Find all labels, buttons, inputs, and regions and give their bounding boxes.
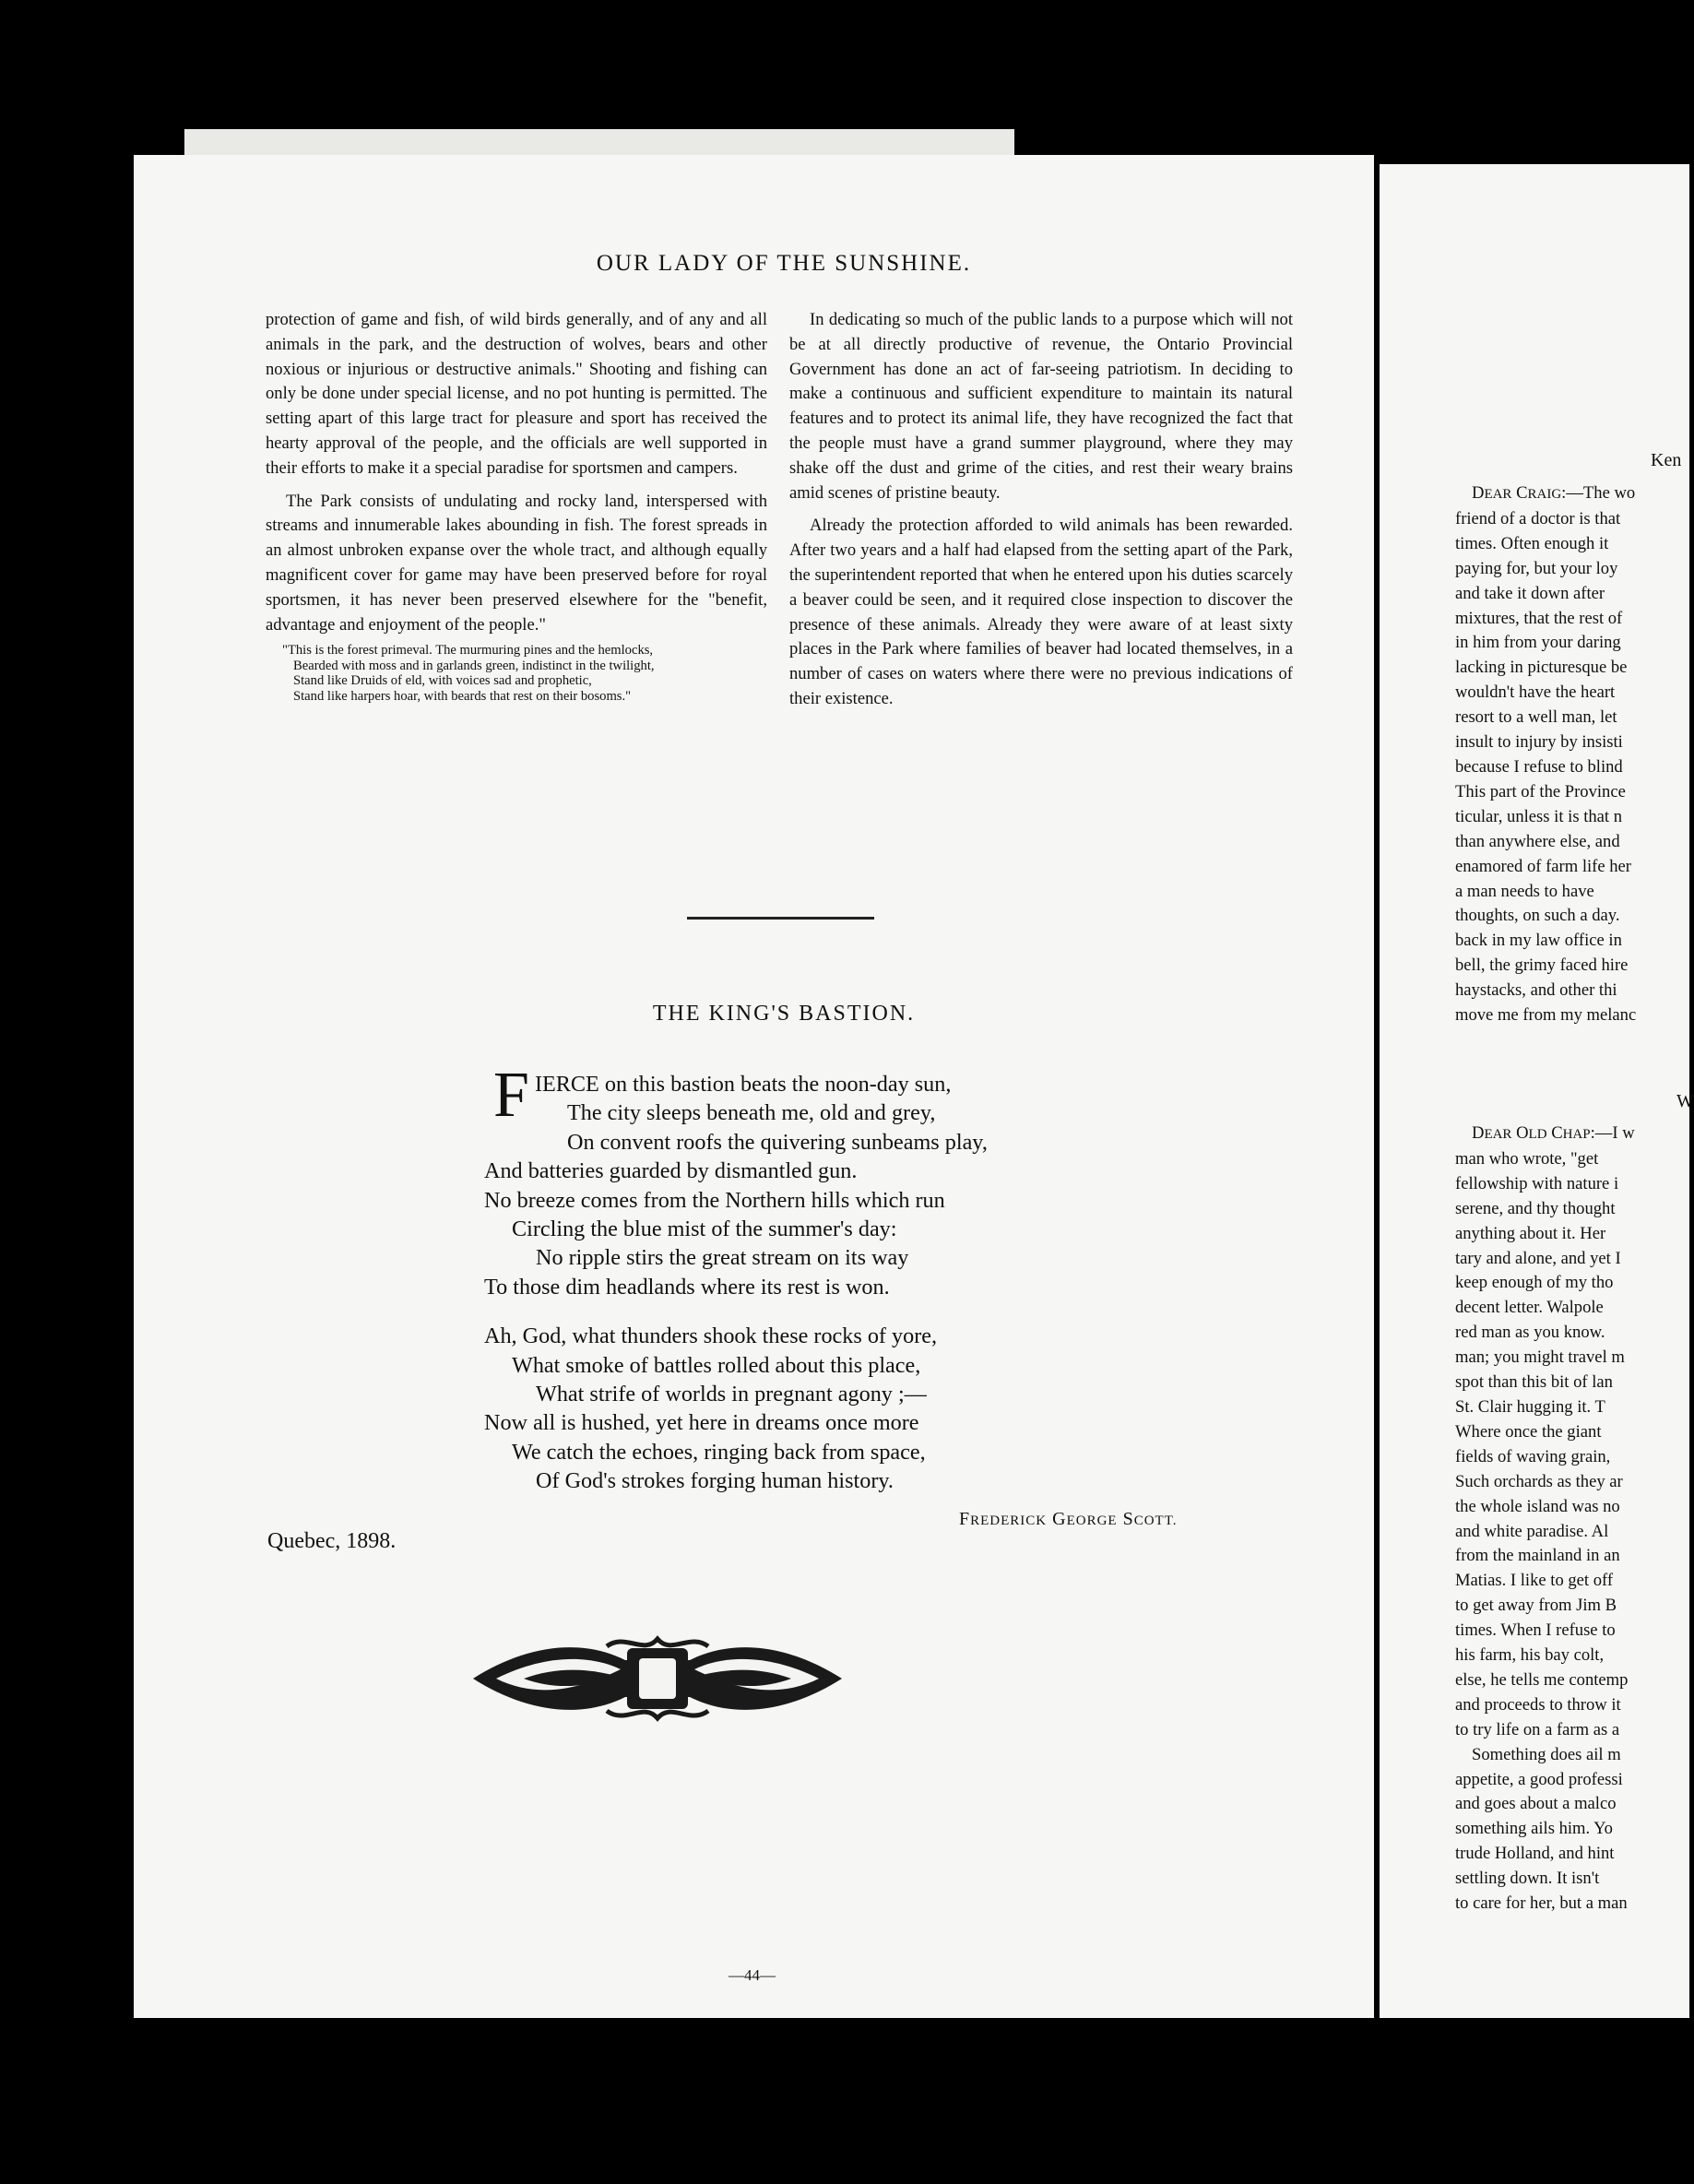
text-line: the whole island was no (1455, 1496, 1620, 1516)
text-line: tary and alone, and yet I (1455, 1248, 1621, 1268)
poem-line: No breeze comes from the Northern hills which run (484, 1187, 945, 1213)
text-line: move me from my melanc (1455, 1005, 1637, 1026)
text-line: fellowship with nature i (1455, 1173, 1619, 1193)
text-line: times. When I refuse to (1455, 1620, 1616, 1641)
text-line: else, he tells me contemp (1455, 1669, 1629, 1690)
text-line: Such orchards as they ar (1455, 1471, 1623, 1491)
text-line: thoughts, on such a day. (1455, 906, 1620, 926)
text-line: appetite, a good professi (1455, 1769, 1623, 1789)
poem-line: On convent roofs the quivering sunbeams play, (567, 1129, 988, 1155)
text-line: ticular, unless it is that n (1455, 806, 1623, 826)
section-heading: W (1676, 1091, 1694, 1111)
poem-line: What smoke of battles rolled about this place, (512, 1352, 921, 1378)
text-line: to get away from Jim B (1455, 1596, 1617, 1616)
letter-two (1455, 1122, 1635, 1917)
text-line: haystacks, and other thi (1455, 980, 1617, 1001)
paragraph: Already the protection afforded to wild animals has been rewarded. After two years and a half had elapsed from the setting apart of the Park, the superintendent reported that when he entered upon his duties scarcely a beaver could be seen, and it required close inspection to discover the presence of these animals. Already they were aware of at least sixty places in the Park where families of beaver had located themselves, in a number of cases on waters where there were no previous indications of their existence. (789, 516, 1293, 708)
text-line: red man as you know. (1455, 1323, 1605, 1343)
text-line: and proceeds to throw it (1455, 1694, 1621, 1715)
quote-line: Stand like Druids of eld, with voices sad and prophetic, (293, 673, 592, 689)
text-line: anything about it. Her (1455, 1223, 1606, 1243)
text-line: insult to injury by insisti (1455, 732, 1623, 753)
place-date: Quebec, 1898. (267, 1529, 397, 1553)
text-line: resort to a well man, let (1455, 707, 1617, 728)
text-line: trude Holland, and hint (1455, 1844, 1615, 1864)
quote-line: Stand like harpers hoar, with beards that rest on their bosoms." (293, 688, 632, 704)
text-line: Something does ail m (1472, 1744, 1621, 1764)
poem-line: To those dim headlands where its rest is won. (484, 1274, 890, 1300)
page-number: —44— (729, 1966, 776, 1984)
text-line: settling down. It isn't (1455, 1869, 1600, 1889)
paragraph: protection of game and fish, of wild birds generally, and of any and all animals in the park, and the destruction of wolves, bears and other noxious or injurious or destructive animals." Shooting and fishing can only be done under special license, and no pot hunting is permitted. The setting apart of this large tract for pleasure and sport has received the hearty approval of the people, and the officials are well supported in their efforts to make it a special paradise for sportsmen and campers. (266, 310, 767, 478)
text-line: to care for her, but a man (1455, 1893, 1628, 1914)
poem-line: Of God's strokes forging human history. (536, 1468, 894, 1494)
text-line: man; you might travel m (1455, 1347, 1625, 1368)
poem-line: We catch the echoes, ringing back from space, (512, 1439, 926, 1465)
section-divider (687, 917, 874, 920)
article-column-right (789, 308, 1293, 712)
text-line: lacking in picturesque be (1455, 658, 1628, 678)
paragraph: The Park consists of undulating and rocky land, interspersed with streams and innumerable lakes abounding in fish. The forest spreads in an almost unbroken expanse over the whole tract, and although equally magnificent cover for game may have been preserved before for royal sportsmen, it has never been preserved elsewhere for the "benefit, advantage and enjoyment of the people." (266, 491, 767, 635)
poem-line: Circling the blue mist of the summer's day: (512, 1217, 897, 1242)
text-line: in him from your daring (1455, 633, 1621, 653)
text-line: mixtures, that the rest of (1455, 608, 1623, 628)
text-line: decent letter. Walpole (1455, 1298, 1604, 1318)
text-line: serene, and thy thought (1455, 1198, 1616, 1218)
letter-one (1455, 481, 1636, 1028)
text-line: his farm, his bay colt, (1455, 1645, 1605, 1666)
text-line: back in my law office in (1455, 931, 1622, 951)
text-line: keep enough of my tho (1455, 1273, 1614, 1293)
section-heading: Ken (1651, 450, 1682, 470)
paragraph: In dedicating so much of the public lands to a purpose which will not be at all directly productive of revenue, the Ontario Provincial Government has done an act of far-seeing patriotism. In deciding to make a continuous and sufficient expenditure to maintain its natural features and to protect its animal life, they have recognized the fact that the people must have a grand summer playground, where they may shake off the dust and grime of the cities, and rest their weary brains amid scenes of pristine beauty. (789, 310, 1293, 503)
text-line: wouldn't have the heart (1455, 682, 1616, 703)
text-line: paying for, but your loy (1455, 558, 1618, 578)
poem-line: What strife of worlds in pregnant agony ;— (536, 1382, 927, 1407)
quote-line: "This is the forest primeval. The murmuring pines and the hemlocks, (282, 643, 654, 659)
text-line: man who wrote, "get (1455, 1148, 1599, 1169)
text-line: fields of waving grain, (1455, 1446, 1611, 1466)
text-line: This part of the Province (1455, 781, 1626, 801)
text-line: friend of a doctor is that (1455, 508, 1621, 528)
poem (484, 1060, 988, 1496)
text-line: and take it down after (1455, 583, 1605, 603)
poem-author: FREDERICK GEORGE SCOTT. (959, 1509, 1178, 1529)
salutation: DEAR CRAIG:—The wo (1472, 483, 1636, 503)
poem-line: Now all is hushed, yet here in dreams once more (484, 1410, 919, 1436)
quote-line: Bearded with moss and in garlands green, indistinct in the twilight, (293, 658, 655, 673)
ornament-icon (468, 1628, 847, 1729)
text-line: and goes about a malco (1455, 1794, 1617, 1814)
quotation (266, 643, 767, 704)
text-line: than anywhere else, and (1455, 831, 1620, 851)
text-line: bell, the grimy faced hire (1455, 956, 1629, 976)
running-head: OUR LADY OF THE SUNSHINE. (596, 251, 972, 276)
text-line: to try life on a farm as a (1455, 1719, 1620, 1739)
stanza (484, 1060, 988, 1301)
poem-line: And batteries guarded by dismantled gun. (484, 1158, 858, 1184)
text-line: a man needs to have (1455, 881, 1594, 901)
poem-line: Ah, God, what thunders shook these rocks of yore, (484, 1323, 938, 1349)
salutation: DEAR OLD CHAP:—I w (1472, 1123, 1635, 1143)
text-line: because I refuse to blind (1455, 756, 1623, 777)
article-column-left (266, 308, 767, 704)
text-line: spot than this bit of lan (1455, 1372, 1613, 1393)
text-line: enamored of farm life her (1455, 856, 1632, 876)
text-line: something ails him. Yo (1455, 1819, 1613, 1839)
text-line: from the mainland in an (1455, 1546, 1620, 1566)
text-line: times. Often enough it (1455, 533, 1609, 553)
poem-line: The city sleeps beneath me, old and grey, (567, 1100, 936, 1126)
text-line: Matias. I like to get off (1455, 1571, 1614, 1591)
text-line: St. Clair hugging it. T (1455, 1396, 1605, 1417)
poem-line: No ripple stirs the great stream on its way (536, 1245, 909, 1271)
text-line: and white paradise. Al (1455, 1521, 1609, 1541)
drop-cap: F (493, 1060, 529, 1131)
text-line: Where once the giant (1455, 1421, 1602, 1442)
poem-title: THE KING'S BASTION. (652, 1002, 916, 1026)
stanza (484, 1322, 988, 1495)
poem-line: FIERCE on this bastion beats the noon-day sun, (493, 1060, 952, 1131)
